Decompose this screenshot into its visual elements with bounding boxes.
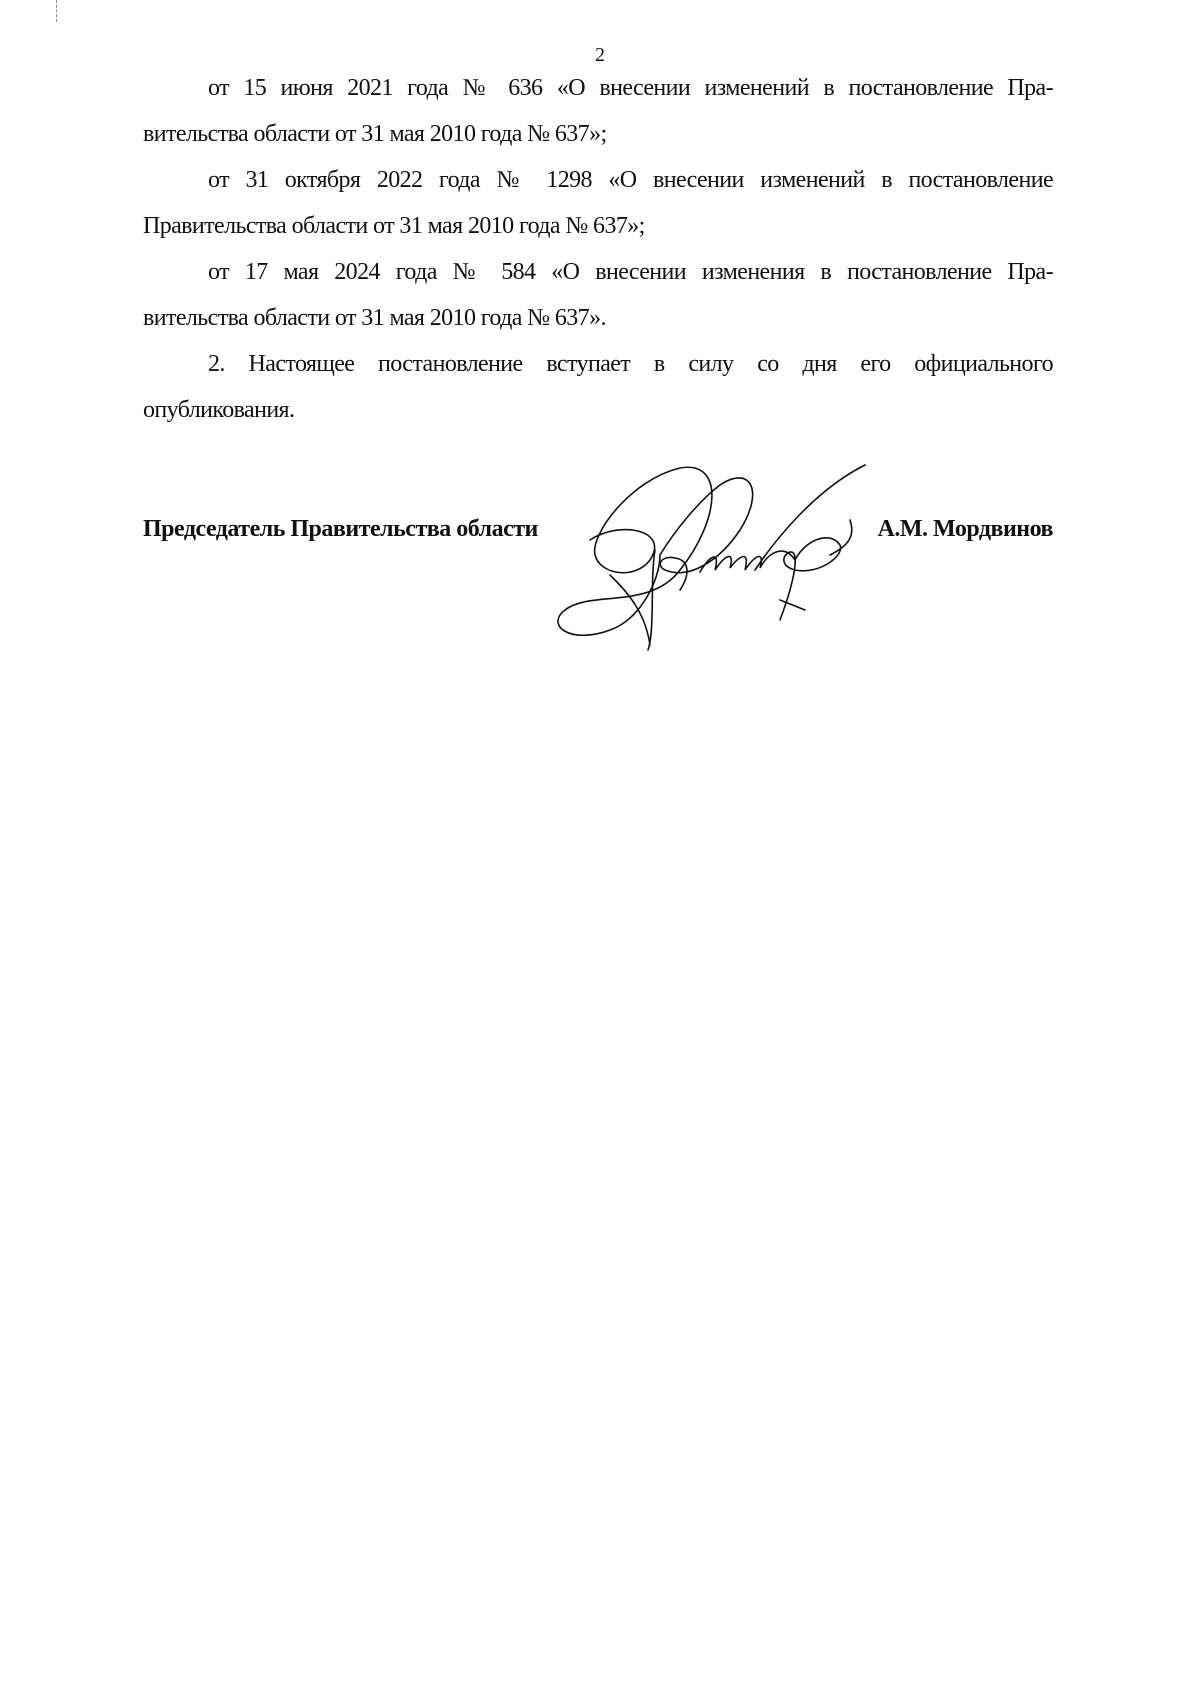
handwritten-signature (550, 460, 880, 660)
paragraph-line: от 17 мая 2024 года № 584 «О внесении изменения в постановление Пра- (208, 259, 1053, 285)
paragraph-line: 2. Настоящее постановление вступает в силу со дня его официального (208, 351, 1053, 377)
paragraph-line: опубликования. (143, 397, 295, 423)
paragraph-line: вительства области от 31 мая 2010 года № 637»; (143, 121, 607, 147)
paragraph-line: Правительства области от 31 мая 2010 года № 637»; (143, 213, 645, 239)
signatory-title: Председатель Правительства области (143, 516, 538, 542)
page-number: 2 (595, 44, 605, 66)
paragraph-line: от 15 июня 2021 года № 636 «О внесении изменений в постановление Пра- (208, 75, 1053, 101)
scan-margin-mark (56, 0, 58, 22)
paragraph-line: вительства области от 31 мая 2010 года № 637». (143, 305, 606, 331)
paragraph-line: от 31 октября 2022 года № 1298 «О внесении изменений в постановление (208, 167, 1053, 193)
document-body (143, 68, 1053, 436)
signatory-name: А.М. Мордвинов (877, 516, 1053, 542)
